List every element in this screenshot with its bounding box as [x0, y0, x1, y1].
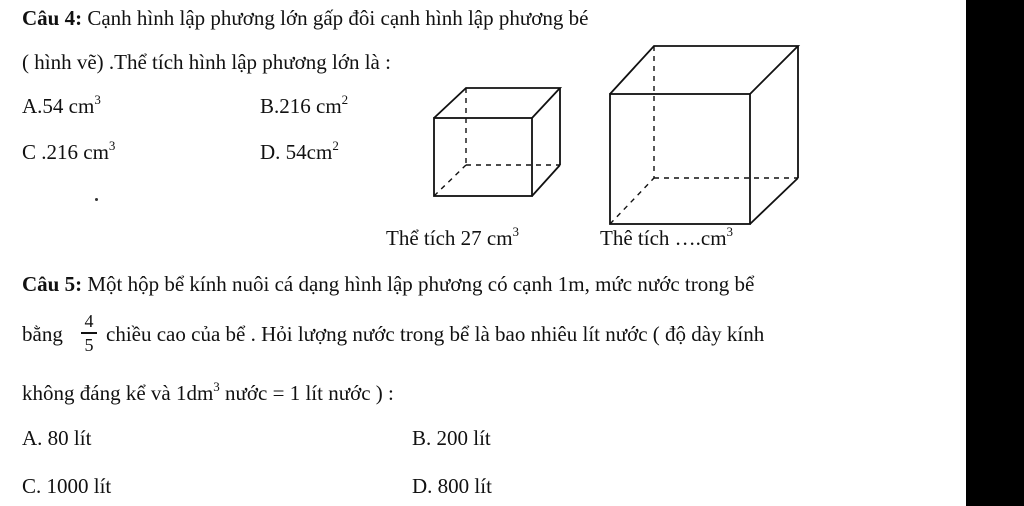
- fraction-four-fifths: [81, 312, 97, 354]
- question-5-line-1: [22, 272, 754, 296]
- question-5-text: Một hộp bể kính nuôi cá dạng hình lập phương có cạnh 1m, mức nước trong bể: [87, 272, 755, 296]
- question-5-line-2-start: bằng: [22, 322, 63, 346]
- small-cube-caption: Thể tích 27 $cm^3$: [386, 224, 520, 250]
- large-cube-hidden-diagonal: [610, 178, 654, 224]
- small-cube-front-face: [434, 118, 532, 196]
- q4-option-a: A.54 $cm^3$: [22, 92, 101, 118]
- small-cube-hidden-diagonal: [434, 165, 466, 196]
- large-cube-top-edges: [610, 46, 798, 94]
- fraction-bar: [81, 332, 97, 334]
- q4-option-c: C .216 $cm^3$: [22, 138, 116, 164]
- cube-figures: [0, 0, 966, 260]
- fraction-numerator: 4: [84, 311, 94, 331]
- q4-option-d: D. $54cm^2$: [260, 138, 339, 164]
- question-4-line-2: ( hình vẽ) .Thể tích hình lập phương lớn là :: [22, 50, 391, 74]
- large-cube-front-face: [610, 94, 750, 224]
- small-cube-top-edges: [434, 88, 560, 118]
- question-4-label: Câu 4:: [22, 6, 83, 30]
- small-cube: [434, 88, 560, 196]
- question-5-line-3: không đáng kể và $1dm^3$ nước = 1 lít nước ) :: [22, 379, 394, 405]
- large-cube: [610, 46, 798, 224]
- large-cube-caption: Thê tích $\dots.cm^3$: [600, 224, 734, 250]
- question-5-line-2-end: chiều cao của bể . Hỏi lượng nước trong bể là bao nhiêu lít nước ( độ dày kính: [106, 322, 765, 346]
- q5-option-c: C. 1000 lít: [22, 474, 112, 498]
- question-4-text: Cạnh hình lập phương lớn gấp đôi cạnh hình lập phương bé: [87, 6, 589, 30]
- q4-option-b: B.216 $cm^2$: [260, 92, 349, 118]
- small-cube-right-bottom-edge: [532, 165, 560, 196]
- large-cube-right-bottom-edge: [750, 178, 798, 224]
- q5-option-b: B. 200 lít: [412, 426, 491, 450]
- q5-option-d: D. 800 lít: [412, 474, 492, 498]
- question-5-label: Câu 5:: [22, 272, 83, 296]
- fraction-denominator: 5: [84, 334, 94, 355]
- q5-option-a: A. 80 lít: [22, 426, 92, 450]
